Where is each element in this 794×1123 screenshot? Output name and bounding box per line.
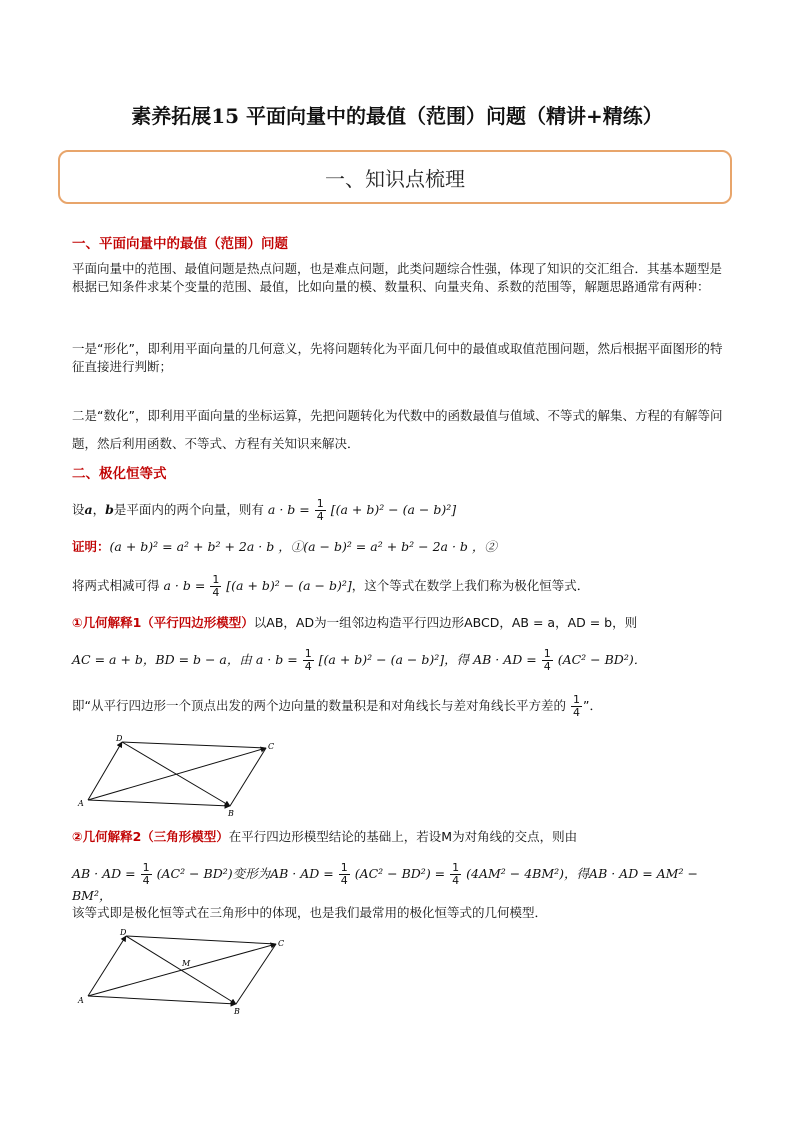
- formula: [(a + b)² − (a − b)²]，得: [318, 652, 470, 667]
- diagonal-AC: [88, 748, 266, 800]
- numerator: 1: [572, 693, 580, 706]
- denominator: 4: [212, 586, 220, 599]
- label-B: B: [234, 1007, 240, 1016]
- fraction: [571, 694, 582, 719]
- label-A: A: [78, 799, 84, 808]
- denominator: 4: [142, 874, 150, 887]
- diagonal-DB: [122, 742, 230, 806]
- denominator: 4: [340, 874, 348, 887]
- formula: (AC² − BD²)变形为AB · AD =: [156, 866, 334, 881]
- text: 将两式相减可得: [72, 578, 160, 593]
- text: ”．: [582, 698, 602, 713]
- numerator: 1: [452, 861, 460, 874]
- geo2-line2: [72, 862, 732, 905]
- fraction: [303, 648, 314, 673]
- para-sec1-3: 二是“数化”，即利用平面向量的坐标运算，先把问题转化为代数中的函数最值与值域、不等式的解集、方程的有解等问题，然后利用函数、不等式、方程有关知识来解决．: [72, 408, 723, 451]
- text: 即“从平行四边形一个顶点出发的两个边向量的数量积是和对角线长与差对角线长平方差的: [72, 698, 566, 713]
- geo1-summary: [72, 694, 732, 719]
- label-D: D: [120, 928, 127, 937]
- page-title: 素养拓展15 平面向量中的最值（范围）问题（精讲+精练）: [131, 104, 663, 128]
- label-D: D: [116, 734, 123, 743]
- fraction: [339, 862, 350, 887]
- geo2-summary: 该等式即是极化恒等式在三角形中的体现，也是我们最常用的极化恒等式的几何模型．: [72, 905, 548, 920]
- geo1-line: [72, 614, 732, 632]
- formula: [(a + b)² − (a − b)²]: [226, 578, 352, 593]
- geo1-line2: [72, 648, 732, 673]
- subtract-line: [72, 574, 732, 599]
- formula: a · b =: [163, 578, 206, 593]
- parallelogram-figure: [74, 734, 284, 820]
- numerator: 1: [316, 497, 324, 510]
- formula: AB · AD =: [72, 866, 136, 881]
- vector-a: a: [84, 502, 93, 517]
- fraction: [141, 862, 152, 887]
- denominator: 4: [304, 660, 312, 673]
- geo2-label: ②几何解释2（三角形模型）: [72, 829, 229, 844]
- denominator: 4: [316, 510, 324, 523]
- triangle-model-figure: [74, 926, 294, 1016]
- denominator: 4: [543, 660, 551, 673]
- fraction: [210, 574, 221, 599]
- numerator: 1: [304, 647, 312, 660]
- label-M: M: [182, 959, 191, 968]
- label-C: C: [278, 939, 285, 948]
- numerator: 1: [142, 861, 150, 874]
- formula: [(a + b)² − (a − b)²]: [330, 502, 457, 517]
- polarization-identity-line: [72, 498, 732, 523]
- text: ，这个等式在数学上我们称为极化恒等式．: [351, 578, 590, 593]
- heading-sec1: 一、平面向量中的最值（范围）问题: [72, 236, 288, 252]
- para-sec1-1: 平面向量中的范围、最值问题是热点问题，也是难点问题，此类问题综合性强，体现了知识的交汇组合．其基本题型是根据已知条件求某个变量的范围、最值，比如向量的模、数量积、向量夹角、系数的范围等，解题思路通常有两种：: [72, 261, 723, 294]
- formula: (AC² − BD²) =: [354, 866, 446, 881]
- edge-AB: [88, 800, 230, 806]
- text: 是平面内的两个向量，则有: [113, 502, 264, 517]
- formula: AC = a + b，BD = b − a，由: [72, 652, 252, 667]
- fraction: [542, 648, 553, 673]
- heading-sec2: 二、极化恒等式: [72, 466, 167, 482]
- numerator: 1: [543, 647, 551, 660]
- proof-line: [72, 538, 732, 556]
- text: 设: [72, 502, 85, 517]
- para-sec1-2: 一是“形化”，即利用平面向量的几何意义，先将问题转化为平面几何中的最值或取值范围问题，然后根据平面图形的特征直接进行判断；: [72, 341, 723, 374]
- label-A: A: [78, 996, 84, 1005]
- edge-DC: [126, 936, 276, 944]
- geo2-line: [72, 828, 732, 846]
- section-banner: 一、知识点梳理: [58, 150, 732, 204]
- edge-AB: [88, 996, 236, 1004]
- formula: a · b =: [255, 652, 298, 667]
- label-C: C: [268, 742, 275, 751]
- numerator: 1: [340, 861, 348, 874]
- fraction: [315, 498, 326, 523]
- numerator: 1: [212, 573, 220, 586]
- geo1-label: ①几何解释1（平行四边形模型）: [72, 615, 254, 630]
- text: 以AB，AD为一组邻边构造平行四边形ABCD，AB = a，AD = b，则: [253, 615, 638, 630]
- text: ，: [92, 502, 106, 517]
- formula: (4AM² − 4BM²)，得AB · AD = AM² − BM²，: [72, 866, 698, 903]
- text: 在平行四边形模型结论的基础上，若设M为对角线的交点，则由: [228, 829, 578, 844]
- vector-b: b: [105, 502, 114, 517]
- formula: a · b =: [267, 502, 310, 517]
- denominator: 4: [452, 874, 460, 887]
- formula: AB · AD =: [473, 652, 537, 667]
- formula: (AC² − BD²)．: [557, 652, 647, 667]
- formula: (a + b)² = a² + b² + 2a · b ，①(a − b)² = a² + b² − 2a · b ，②: [109, 539, 497, 554]
- denominator: 4: [572, 706, 580, 719]
- edge-DC: [122, 742, 266, 748]
- label-B: B: [228, 809, 234, 818]
- diagonal-DB: [126, 936, 236, 1004]
- proof-label: 证明：: [72, 539, 110, 554]
- fraction: [450, 862, 461, 887]
